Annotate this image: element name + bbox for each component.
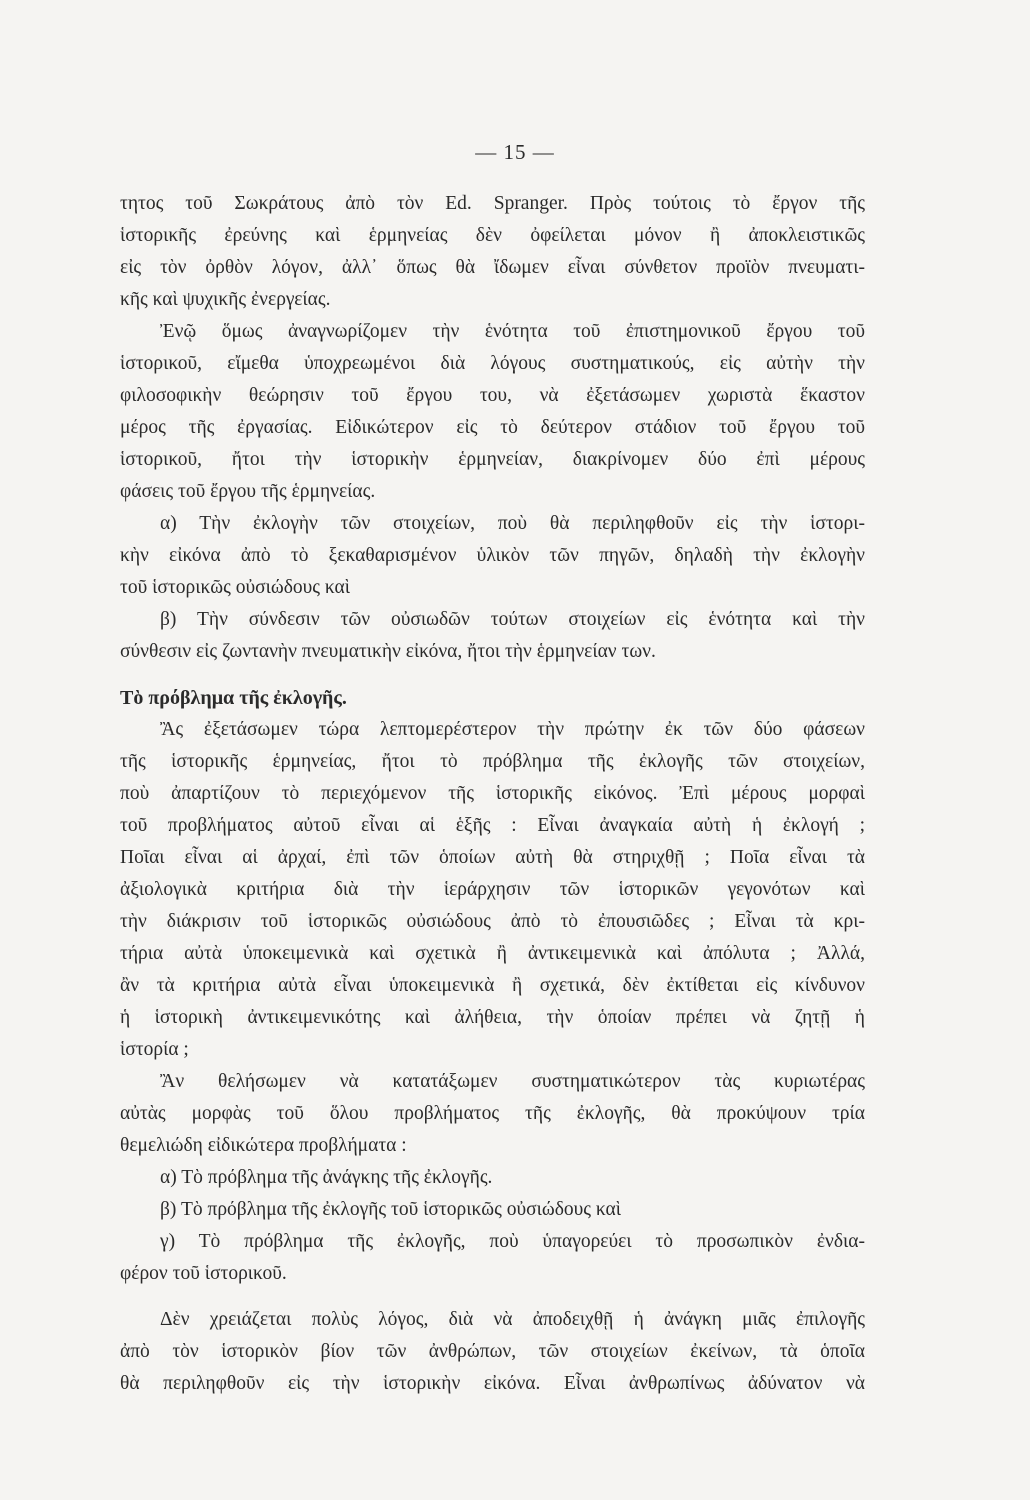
text-line: εἰς τὸν ὀρθὸν λόγον, ἀλλ᾽ ὅπως θὰ ἴδωμεν εἶναι σύνθετον προϊὸν πνευματι- — [120, 257, 865, 278]
text-line: ποὺ ἀπαρτίζουν τὸ περιεχόμενον τῆς ἱστορικῆς εἰκόνος. Ἐπὶ μέρους μορφαὶ — [120, 783, 865, 804]
page-number: — 15 — — [475, 140, 555, 164]
text-line: Ἂν θελήσωμεν νὰ κατατάξωμεν συστηματικώτερον τὰς κυριωτέρας — [160, 1071, 865, 1092]
body-text — [120, 188, 865, 1400]
text-line: ἱστορικοῦ, εἴμεθα ὑποχρεωμένοι διὰ λόγους συστηματικούς, εἰς αὐτὴν τὴν — [120, 353, 865, 374]
text-line: κὴν εἰκόνα ἀπὸ τὸ ξεκαθαρισμένον ὑλικὸν τῶν πηγῶν, δηλαδὴ τὴν ἐκλογὴν — [120, 545, 865, 566]
text-line: αὐτὰς μορφὰς τοῦ ὅλου προβλήματος τῆς ἐκλογῆς, θὰ προκύψουν τρία — [120, 1103, 865, 1124]
text-line: α) Τὴν ἐκλογὴν τῶν στοιχείων, ποὺ θὰ περιληφθοῦν εἰς τὴν ἱστορι- — [160, 513, 865, 534]
text-line: κῆς καὶ ψυχικῆς ἐνεργείας. — [120, 289, 331, 310]
text-line: τοῦ προβλήματος αὐτοῦ εἶναι αἱ ἑξῆς : Εἶναι ἀναγκαία αὐτὴ ἡ ἐκλογή ; — [120, 815, 865, 836]
text-line: ἀπὸ τὸν ἱστορικὸν βίον τῶν ἀνθρώπων, τῶν στοιχείων ἐκείνων, τὰ ὁποῖα — [120, 1341, 865, 1362]
text-line: τήρια αὐτὰ ὑποκειμενικὰ καὶ σχετικὰ ἢ ἀντικειμενικὰ καὶ ἀπόλυτα ; Ἀλλά, — [120, 943, 865, 964]
text-line: ἀξιολογικὰ κριτήρια διὰ τὴν ἱεράρχησιν τῶν ἱστορικῶν γεγονότων καὶ — [120, 879, 865, 900]
section-heading: Τὸ πρόβλημα τῆς ἐκλογῆς. — [120, 687, 347, 709]
text-line: ἱστορικῆς ἐρεύνης καὶ ἑρμηνείας δὲν ὀφείλεται μόνον ἢ ἀποκλειστικῶς — [120, 225, 865, 246]
text-line: ἡ ἱστορικὴ ἀντικειμενικότης καὶ ἀλήθεια, τὴν ὁποίαν πρέπει νὰ ζητῇ ἡ — [120, 1007, 865, 1028]
text-line: τὴν διάκρισιν τοῦ ἱστορικῶς οὐσιώδους ἀπὸ τὸ ἐπουσιῶδες ; Εἶναι τὰ κρι- — [120, 911, 865, 932]
text-line: τῆς ἱστορικῆς ἑρμηνείας, ἤτοι τὸ πρόβλημα τῆς ἐκλογῆς τῶν στοιχείων, — [120, 751, 865, 772]
text-line: θεμελιώδη εἰδικώτερα προβλήματα : — [120, 1135, 407, 1156]
text-line: φάσεις τοῦ ἔργου τῆς ἑρμηνείας. — [120, 481, 376, 502]
text-line: γ) Τὸ πρόβλημα τῆς ἐκλογῆς, ποὺ ὑπαγορεύει τὸ προσωπικὸν ἐνδια- — [160, 1231, 865, 1252]
text-line: ἱστορία ; — [120, 1039, 189, 1060]
text-line: Ἐνῷ ὅμως ἀναγνωρίζομεν τὴν ἑνότητα τοῦ ἐπιστημονικοῦ ἔργου τοῦ — [160, 321, 865, 342]
text-line: φέρον τοῦ ἱστορικοῦ. — [120, 1263, 287, 1284]
text-line: Δὲν χρειάζεται πολὺς λόγος, διὰ νὰ ἀποδειχθῇ ἡ ἀνάγκη μιᾶς ἐπιλογῆς — [160, 1309, 865, 1330]
text-line: Ἂς ἐξετάσωμεν τώρα λεπτομερέστερον τὴν πρώτην ἐκ τῶν δύο φάσεων — [160, 719, 865, 740]
text-line: τητος τοῦ Σωκράτους ἀπὸ τὸν Ed. Spranger. Πρὸς τούτοις τὸ ἔργον τῆς — [120, 193, 865, 214]
text-line: θὰ περιληφθοῦν εἰς τὴν ἱστορικὴν εἰκόνα. Εἶναι ἀνθρωπίνως ἀδύνατον νὰ — [120, 1373, 865, 1394]
text-line: β) Τὸ πρόβλημα τῆς ἐκλογῆς τοῦ ἱστορικῶς οὐσιώδους καὶ — [160, 1199, 622, 1220]
text-line: ἂν τὰ κριτήρια αὐτὰ εἶναι ὑποκειμενικὰ ἢ σχετικά, δὲν ἐκτίθεται εἰς κίνδυνον — [120, 975, 865, 996]
text-line: β) Τὴν σύνδεσιν τῶν οὐσιωδῶν τούτων στοιχείων εἰς ἑνότητα καὶ τὴν — [160, 609, 865, 630]
text-line: μέρος τῆς ἐργασίας. Εἰδικώτερον εἰς τὸ δεύτερον στάδιον τοῦ ἔργου τοῦ — [120, 417, 865, 438]
text-line: ἱστορικοῦ, ἤτοι τὴν ἱστορικὴν ἑρμηνείαν, διακρίνομεν δύο ἐπὶ μέρους — [120, 449, 865, 470]
text-line: φιλοσοφικὴν θεώρησιν τοῦ ἔργου του, νὰ ἐξετάσωμεν χωριστὰ ἕκαστον — [120, 385, 865, 406]
text-line: α) Τὸ πρόβλημα τῆς ἀνάγκης τῆς ἐκλογῆς. — [160, 1167, 493, 1188]
text-line: Ποῖαι εἶναι αἱ ἀρχαί, ἐπὶ τῶν ὁποίων αὐτὴ θὰ στηριχθῇ ; Ποῖα εἶναι τὰ — [120, 847, 865, 868]
text-line: τοῦ ἱστορικῶς οὐσιώδους καὶ — [120, 577, 351, 598]
text-line: σύνθεσιν εἰς ζωντανὴν πνευματικὴν εἰκόνα, ἤτοι τὴν ἑρμηνείαν των. — [120, 641, 656, 662]
